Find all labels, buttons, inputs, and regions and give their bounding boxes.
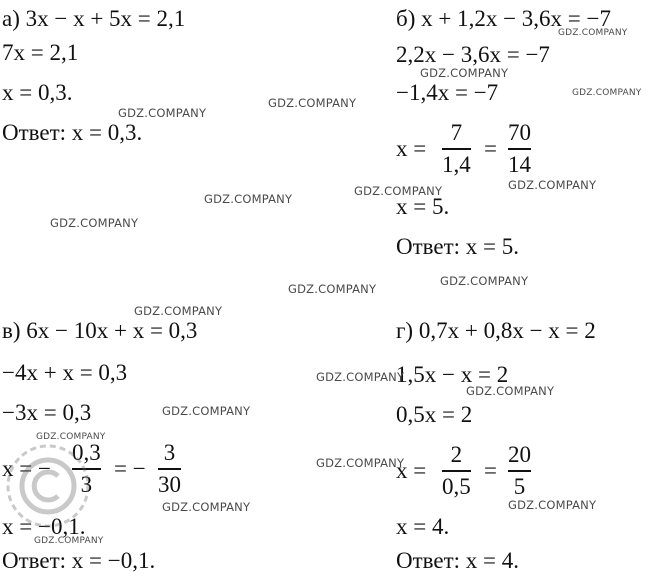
watermark: GDZ.COMPANY	[316, 456, 405, 470]
problem-g-heading: г) 0,7x + 0,8x − x = 2	[396, 318, 596, 343]
fraction-denominator: 1,4	[442, 151, 471, 177]
copyright-seal-icon	[2, 440, 94, 532]
fraction-bar	[442, 470, 471, 472]
fraction-bar	[442, 148, 471, 150]
watermark: GDZ.COMPANY	[50, 216, 139, 230]
problem-g-step3: x = 4.	[396, 514, 450, 539]
fraction-numerator: 7	[450, 120, 463, 145]
problem-b-fraction-2	[508, 120, 531, 178]
watermark: GDZ.COMPANY	[204, 192, 293, 206]
problem-b-step3: x = 5.	[396, 194, 450, 219]
watermark: GDZ.COMPANY	[354, 184, 443, 198]
watermark: GDZ.COMPANY	[440, 274, 529, 288]
fraction-numerator: 20	[508, 442, 531, 467]
problem-a-answer: Ответ: x = 0,3.	[2, 120, 143, 145]
watermark: GDZ.COMPANY	[466, 384, 555, 398]
watermark: GDZ.COMPANY	[508, 498, 597, 512]
problem-b-equals: =	[484, 136, 497, 161]
problem-b-step1: 2,2x − 3,6x = −7	[396, 42, 550, 67]
fraction-bar	[158, 468, 181, 470]
fraction-numerator: 0,3	[72, 440, 101, 465]
fraction-numerator: 70	[508, 120, 531, 145]
problem-v-step1: −4x + x = 0,3	[2, 360, 128, 385]
watermark: GDZ.COMPANY	[162, 404, 251, 418]
problem-v-step2: −3x = 0,3	[2, 400, 92, 425]
watermark: GDZ.COMPANY	[316, 370, 405, 384]
problem-g-fraction-1	[442, 442, 471, 500]
problem-v-answer: Ответ: x = −0,1.	[2, 548, 156, 573]
watermark: GDZ.COMPANY	[162, 500, 251, 514]
problem-g-fraction-2	[508, 442, 531, 500]
watermark: GDZ.COMPANY	[572, 88, 642, 98]
fraction-numerator: 2	[450, 442, 463, 467]
watermark: GDZ.COMPANY	[134, 304, 223, 318]
problem-v-fraction-2	[158, 440, 181, 498]
problem-a-heading: а) 3x − x + 5x = 2,1	[2, 6, 186, 31]
problem-a-step1: 7x = 2,1	[2, 40, 79, 65]
watermark: GDZ.COMPANY	[118, 106, 207, 120]
problem-g-frac-lhs: x =	[396, 458, 427, 483]
problem-g-step1: 1,5x − x = 2	[396, 362, 509, 387]
problem-v-heading: в) 6x − 10x + x = 0,3	[2, 318, 198, 343]
watermark: GDZ.COMPANY	[508, 178, 597, 192]
problem-g-step2: 0,5x = 2	[396, 402, 473, 427]
problem-g-equals: =	[484, 458, 497, 483]
watermark: GDZ.COMPANY	[558, 28, 628, 38]
fraction-denominator: 0,5	[442, 473, 471, 499]
problem-g-answer: Ответ: x = 4.	[396, 548, 520, 573]
problem-v-frac-lhs: x = −	[2, 456, 51, 481]
fraction-bar	[508, 148, 531, 150]
watermark: GDZ.COMPANY	[34, 536, 104, 546]
fraction-denominator: 5	[513, 473, 526, 499]
problem-v-frac-mid: = −	[114, 456, 146, 481]
fraction-denominator: 14	[508, 151, 531, 177]
fraction-denominator: 3	[80, 471, 93, 497]
fraction-bar	[508, 470, 531, 472]
problem-b-frac-lhs: x =	[396, 136, 427, 161]
watermark: GDZ.COMPANY	[36, 432, 106, 442]
watermark: GDZ.COMPANY	[288, 282, 377, 296]
problem-a-step2: x = 0,3.	[2, 80, 73, 105]
fraction-numerator: 3	[163, 440, 176, 465]
problem-b-step2: −1,4x = −7	[396, 80, 499, 105]
problem-b-fraction-1	[442, 120, 471, 178]
watermark: GDZ.COMPANY	[420, 66, 509, 80]
watermark: GDZ.COMPANY	[268, 96, 357, 110]
problem-b-heading: б) x + 1,2x − 3,6x = −7	[396, 6, 611, 31]
problem-b-answer: Ответ: x = 5.	[396, 234, 520, 259]
fraction-denominator: 30	[158, 471, 181, 497]
problem-v-step3: x = −0,1.	[2, 514, 86, 539]
